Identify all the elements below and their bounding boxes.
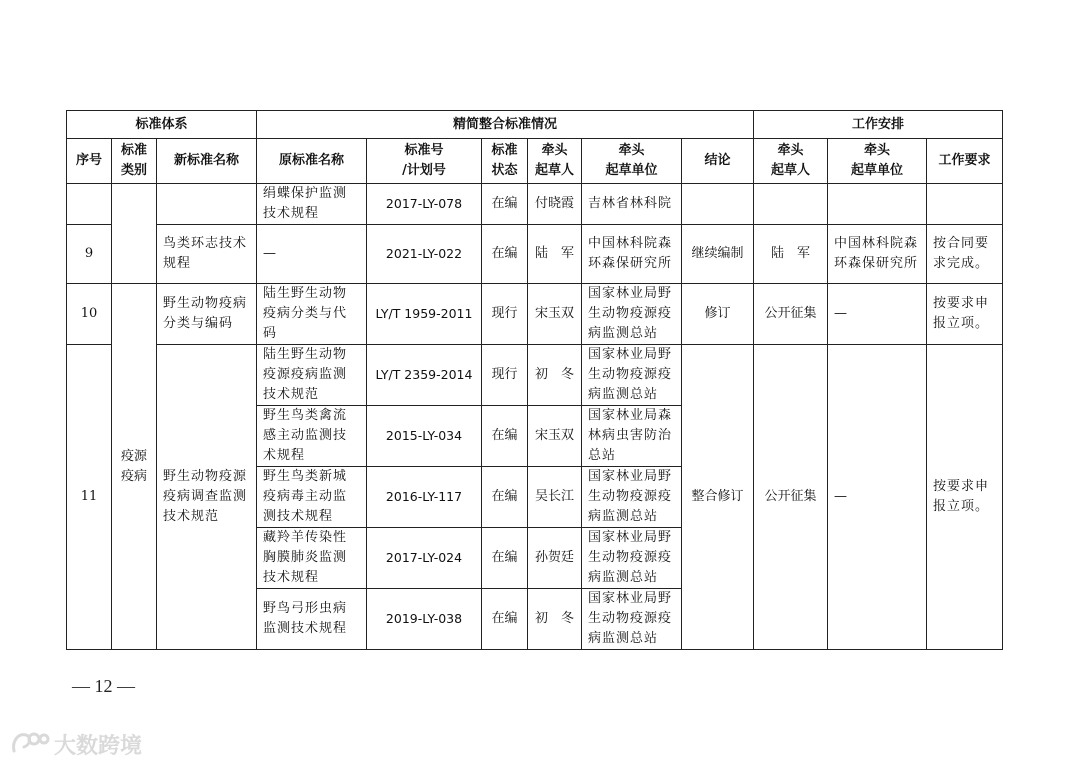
- cell-drafter: 吴长江: [528, 467, 582, 528]
- cell-orig-name: 绢蝶保护监测技术规程: [257, 184, 367, 225]
- cell-conclusion: 修订: [682, 284, 754, 345]
- cell-drafter: 初 冬: [528, 589, 582, 650]
- header-new-name: 新标准名称: [157, 139, 257, 184]
- page-number: — 12 —: [72, 676, 135, 696]
- watermark-logo-icon: [10, 729, 50, 759]
- header-lead-unit-text: 牵头 起草单位: [851, 143, 904, 178]
- cell-unit: 国家林业局森林病虫害防治总站: [582, 406, 682, 467]
- header-group-standard-system: 标准体系: [67, 111, 257, 139]
- cell-drafter: 初 冬: [528, 345, 582, 406]
- cell-unit: 中国林科院森环森保研究所: [582, 225, 682, 284]
- cell-orig-name: 野生鸟类禽流感主动监测技术规程: [257, 406, 367, 467]
- column-header-row: [67, 139, 1003, 184]
- cell-seq: 10: [67, 284, 112, 345]
- cell-std-no: 2016-LY-117: [367, 467, 482, 528]
- header-seq: 序号: [67, 139, 112, 184]
- cell-drafter: 付晓霞: [528, 184, 582, 225]
- header-drafter: [528, 139, 582, 184]
- cell-status: 现行: [482, 345, 528, 406]
- cell-requirement: 按合同要求完成。: [927, 225, 1003, 284]
- header-group-simplified-integration: 精简整合标准情况: [257, 111, 754, 139]
- cell-orig-name: 藏羚羊传染性胸膜肺炎监测技术规程: [257, 528, 367, 589]
- header-lead-drafter-text: 牵头 起草人: [771, 143, 811, 178]
- header-category: [112, 139, 157, 184]
- cell-orig-name: 野鸟弓形虫病监测技术规程: [257, 589, 367, 650]
- cell-drafter: 陆 军: [528, 225, 582, 284]
- cell-unit: 国家林业局野生动物疫源疫病监测总站: [582, 467, 682, 528]
- header-orig-name: 原标准名称: [257, 139, 367, 184]
- cell-new-name: 鸟类环志技术规程: [157, 225, 257, 284]
- cell-lead-drafter: 公开征集: [754, 284, 828, 345]
- cell-category-text: 疫源 疫病: [120, 448, 147, 484]
- cell-unit: 国家林业局野生动物疫源疫病监测总站: [582, 284, 682, 345]
- cell-std-no: 2021-LY-022: [367, 225, 482, 284]
- cell-conclusion: 继续编制: [682, 225, 754, 284]
- cell-category: [112, 284, 157, 650]
- table-row: [67, 225, 1003, 284]
- cell-new-name: 野生动物疫源疫病调查监测技术规范: [157, 345, 257, 650]
- cell-std-no: 2015-LY-034: [367, 406, 482, 467]
- cell-unit: 国家林业局野生动物疫源疫病监测总站: [582, 589, 682, 650]
- header-lead-unit: [828, 139, 927, 184]
- cell-std-no: 2019-LY-038: [367, 589, 482, 650]
- header-conclusion: 结论: [682, 139, 754, 184]
- cell-status: 在编: [482, 467, 528, 528]
- cell-lead-unit: —: [828, 284, 927, 345]
- cell-conclusion: 整合修订: [682, 345, 754, 650]
- cell-lead-drafter: [754, 184, 828, 225]
- group-header-row: [67, 111, 1003, 139]
- cell-lead-unit: [828, 184, 927, 225]
- cell-drafter: 孙贺廷: [528, 528, 582, 589]
- cell-status: 在编: [482, 184, 528, 225]
- cell-seq: [67, 184, 112, 225]
- header-drafter-text: 牵头 起草人: [534, 143, 574, 178]
- cell-status: 在编: [482, 225, 528, 284]
- cell-new-name: 野生动物疫病分类与编码: [157, 284, 257, 345]
- standards-table: [66, 110, 1003, 650]
- cell-unit: 吉林省林科院: [582, 184, 682, 225]
- header-group-work-arrangement: 工作安排: [754, 111, 1003, 139]
- cell-requirement: [927, 184, 1003, 225]
- header-unit-text: 牵头 起草单位: [605, 143, 658, 178]
- cell-lead-drafter: 公开征集: [754, 345, 828, 650]
- cell-status: 在编: [482, 528, 528, 589]
- table-row: [67, 184, 1003, 225]
- cell-status: 现行: [482, 284, 528, 345]
- cell-requirement: 按要求申报立项。: [927, 345, 1003, 650]
- header-status: [482, 139, 528, 184]
- cell-lead-drafter: 陆 军: [754, 225, 828, 284]
- header-status-text: 标准 状态: [491, 143, 518, 178]
- table-row: [67, 345, 1003, 406]
- cell-requirement: 按要求申报立项。: [927, 284, 1003, 345]
- cell-unit: 国家林业局野生动物疫源疫病监测总站: [582, 345, 682, 406]
- cell-std-no: 2017-LY-024: [367, 528, 482, 589]
- cell-category-empty: [112, 184, 157, 284]
- cell-status: 在编: [482, 406, 528, 467]
- cell-conclusion: [682, 184, 754, 225]
- cell-drafter: 宋玉双: [528, 406, 582, 467]
- cell-std-no: LY/T 1959-2011: [367, 284, 482, 345]
- cell-seq: 9: [67, 225, 112, 284]
- cell-new-name: [157, 184, 257, 225]
- header-lead-drafter: [754, 139, 828, 184]
- table-row: [67, 284, 1003, 345]
- cell-std-no: LY/T 2359-2014: [367, 345, 482, 406]
- cell-orig-name: —: [257, 225, 367, 284]
- cell-orig-name: 陆生野生动物疫源疫病监测技术规范: [257, 345, 367, 406]
- cell-unit: 国家林业局野生动物疫源疫病监测总站: [582, 528, 682, 589]
- header-category-text: 标准 类别: [120, 143, 147, 178]
- header-std-no-text: 标准号 /计划号: [402, 143, 446, 178]
- header-std-no: [367, 139, 482, 184]
- watermark: [10, 728, 142, 760]
- cell-orig-name: 陆生野生动物疫病分类与代码: [257, 284, 367, 345]
- header-requirement: 工作要求: [927, 139, 1003, 184]
- cell-lead-unit: —: [828, 345, 927, 650]
- cell-orig-name: 野生鸟类新城疫病毒主动监测技术规程: [257, 467, 367, 528]
- cell-drafter: 宋玉双: [528, 284, 582, 345]
- cell-status: 在编: [482, 589, 528, 650]
- cell-seq: 11: [67, 345, 112, 650]
- cell-lead-unit: 中国林科院森环森保研究所: [828, 225, 927, 284]
- watermark-text: 大数跨境: [54, 733, 143, 759]
- cell-std-no: 2017-LY-078: [367, 184, 482, 225]
- header-unit: [582, 139, 682, 184]
